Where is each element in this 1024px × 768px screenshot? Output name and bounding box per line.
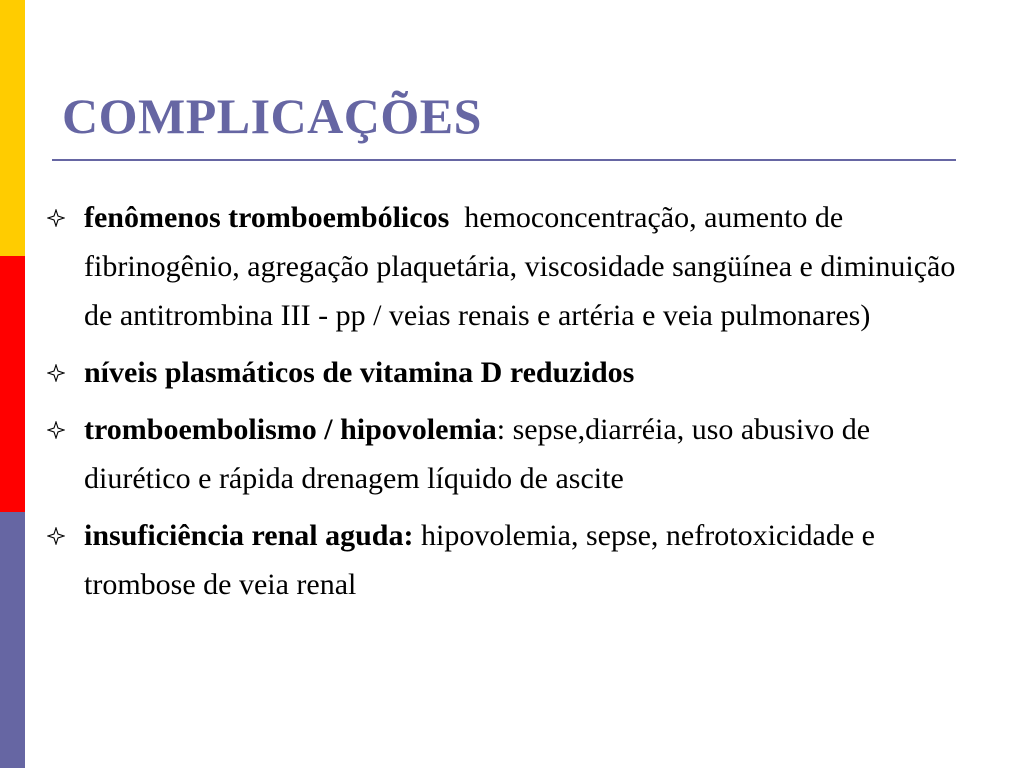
bullet-text	[84, 201, 963, 332]
side-bar-blue	[0, 512, 25, 768]
bullet-heading: fenômenos tromboembólicos	[84, 201, 450, 234]
side-bar-red	[0, 256, 25, 512]
side-bar-yellow	[0, 0, 25, 256]
bullet-item-hypovolemia	[44, 405, 984, 503]
bullet-item-vitamin-d	[44, 348, 984, 397]
bullet-heading: níveis plasmáticos de vitamina D reduzidos	[84, 356, 635, 389]
slide-title: COMPLICAÇÕES	[62, 88, 482, 144]
four-pointed-star-outline-icon	[44, 405, 68, 454]
bullet-text	[84, 413, 870, 495]
bullet-body: hemoconcentração, aumento de fibrinogênio, agregação plaquetária, viscosidade sangüínea e diminuição de antitrombina III - pp / veias renais e artéria e veia pulmonares)	[84, 201, 963, 332]
bullet-item-thromboembolic	[44, 193, 984, 340]
bullet-heading: insuficiência renal aguda:	[84, 519, 414, 552]
bullet-heading: tromboembolismo / hipovolemia	[84, 413, 497, 446]
bullet-text	[84, 519, 875, 601]
bullet-text	[84, 356, 634, 389]
bullet-body: : sepse,diarréia, uso abusivo de diurético e rápida drenagem líquido de ascite	[84, 413, 871, 495]
four-pointed-star-outline-icon	[44, 193, 68, 242]
four-pointed-star-outline-icon	[44, 348, 68, 397]
four-pointed-star-outline-icon	[44, 511, 68, 560]
title-underline	[52, 159, 956, 161]
bullet-item-renal-failure	[44, 511, 984, 609]
bullet-body: hipovolemia, sepse, nefrotoxicidade e trombose de veia renal	[84, 519, 875, 601]
bullet-list	[44, 193, 984, 617]
